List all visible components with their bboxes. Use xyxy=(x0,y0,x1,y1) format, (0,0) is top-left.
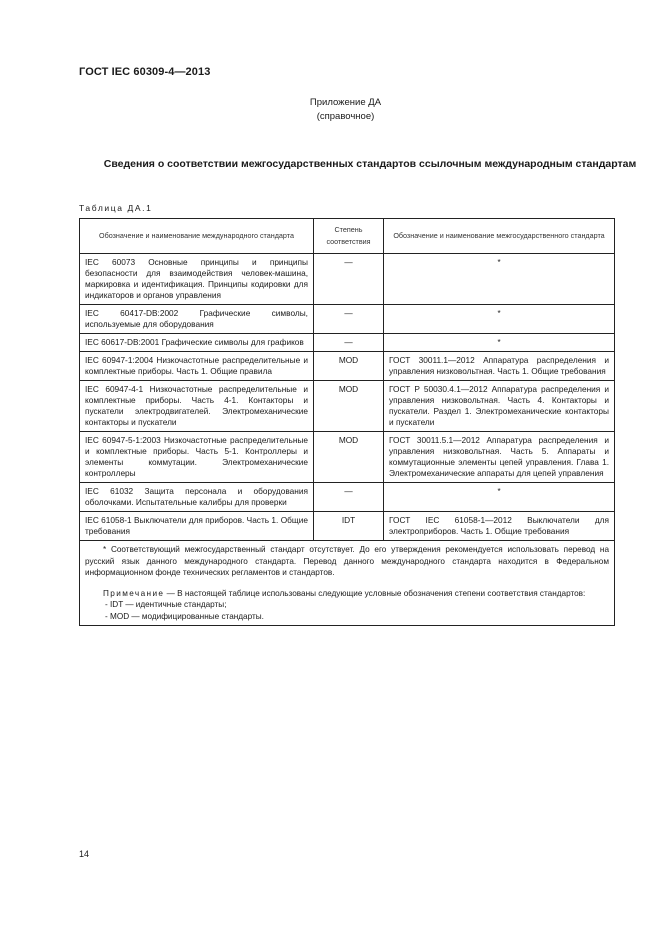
column-header-international: Обозначение и наименование международного стандарта xyxy=(80,219,314,254)
table-header-row xyxy=(80,219,615,254)
table-row xyxy=(80,305,615,334)
cell-degree: — xyxy=(314,305,384,334)
note-item-mod: - MOD — модифицированные стандарты. xyxy=(105,611,264,621)
document-code: ГОСТ IEC 60309-4—2013 xyxy=(79,66,211,78)
cell-international: IEC 61032 Защита персонала и оборудования оболочками. Испытательные калибры для проверки xyxy=(80,483,314,512)
cell-international: IEC 60947-5-1:2003 Низкочастотные распределительные и комплектные приборы. Часть 5-1. Контроллеры и элементы коммутации. Электромеханические контроллеры xyxy=(80,432,314,483)
footnote-text: * Соответствующий межгосударственный стандарт отсутствует. До его утверждения рекомендуется использовать перевод на русский язык данного международного стандарта. Перевод данного международного стандарта находится в Федеральном информационном фонде технических регламентов и стандартов. xyxy=(85,545,609,577)
cell-national: ГОСТ IEC 61058-1—2012 Выключатели для электроприборов. Часть 1. Общие требования xyxy=(384,512,615,541)
cell-degree: IDT xyxy=(314,512,384,541)
table-footnote-cell xyxy=(80,541,615,626)
note-text: — В настоящей таблице использованы следующие условные обозначения степени соответствия стандартов: xyxy=(164,588,586,598)
note-paragraph xyxy=(85,588,609,600)
cell-degree: MOD xyxy=(314,352,384,381)
cell-international: IEC 60073 Основные принципы и принципы безопасности для взаимодействия человек-машина, маркировка и идентификация. Принципы кодировки для индикаторов и органов управления xyxy=(80,254,314,305)
column-header-national: Обозначение и наименование межгосударственного стандарта xyxy=(384,219,615,254)
table-row xyxy=(80,432,615,483)
column-header-degree: Степень соответствия xyxy=(314,219,384,254)
cell-national: ГОСТ 30011.5.1—2012 Аппаратура распределения и управления низковольтная. Часть 5. Аппараты и коммутационные элементы цепей управления. Глава 1. Электромеханические аппараты для цепей управления xyxy=(384,432,615,483)
cell-degree: — xyxy=(314,254,384,305)
cell-international: IEC 60617-DB:2001 Графические символы для графиков xyxy=(80,334,314,352)
cell-national: * xyxy=(384,483,615,512)
section-heading: Сведения о соответствии межгосударственных стандартов ссылочным международным стандартам xyxy=(103,158,637,170)
cell-international: IEC 61058-1 Выключатели для приборов. Часть 1. Общие требования xyxy=(80,512,314,541)
annex-title: Приложение ДА xyxy=(309,97,382,108)
cell-national: * xyxy=(384,305,615,334)
cell-international: IEC 60947-4-1 Низкочастотные распределительные и комплектные приборы. Часть 4-1. Контакторы и пускатели электродвигателей. Электромеханические контакторы и пускатели xyxy=(80,381,314,432)
note-label: Примечание xyxy=(103,588,165,598)
note-item-idt: - IDT — идентичные стандарты; xyxy=(105,600,227,609)
table-row xyxy=(80,254,615,305)
cell-national: * xyxy=(384,254,615,305)
table-row xyxy=(80,334,615,352)
cell-national: ГОСТ Р 50030.4.1—2012 Аппаратура распределения и управления низковольтная. Часть 4. Контакторы и пускатели. Раздел 1. Электромеханические контакторы и пускатели xyxy=(384,381,615,432)
table-row xyxy=(80,381,615,432)
table-row xyxy=(80,352,615,381)
cell-national: * xyxy=(384,334,615,352)
table-row xyxy=(80,512,615,541)
table-footnote-row xyxy=(80,541,615,626)
annex-subtitle: (справочное) xyxy=(316,111,375,122)
cell-national: ГОСТ 30011.1—2012 Аппаратура распределения и управления низковольтная. Часть 1. Общие требования xyxy=(384,352,615,381)
cell-degree: MOD xyxy=(314,432,384,483)
cell-degree: — xyxy=(314,334,384,352)
cell-international: IEC 60947-1:2004 Низкочастотные распределительные и комплектные приборы. Часть 1. Общие правила xyxy=(80,352,314,381)
correspondence-table xyxy=(79,218,615,626)
table-row xyxy=(80,483,615,512)
page-number: 14 xyxy=(79,849,90,859)
table-caption: Таблица ДА.1 xyxy=(79,203,153,213)
cell-international: IEC 60417-DB:2002 Графические символы, используемые для оборудования xyxy=(80,305,314,334)
cell-degree: MOD xyxy=(314,381,384,432)
cell-degree: — xyxy=(314,483,384,512)
annex-block xyxy=(0,96,661,124)
